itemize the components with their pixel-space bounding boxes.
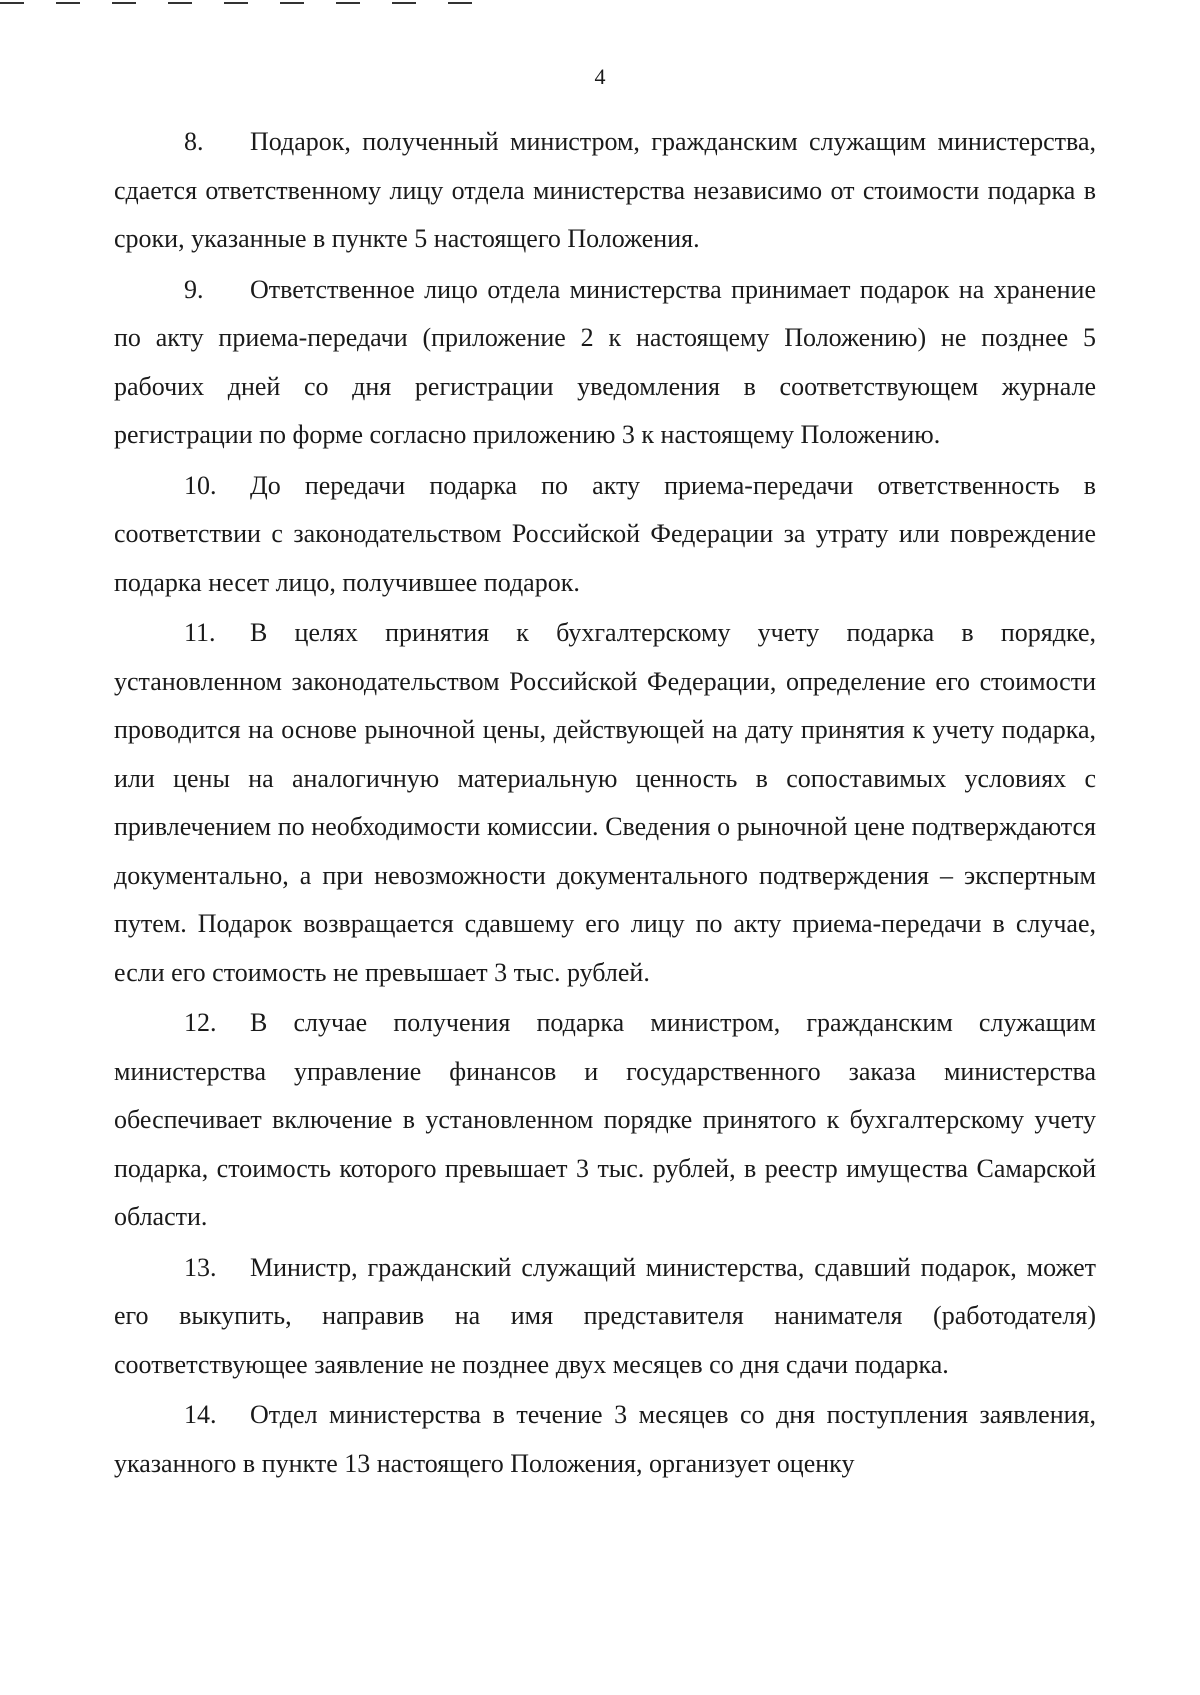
paragraph-number: 14. (184, 1400, 217, 1429)
page-number: 4 (594, 64, 606, 89)
paragraph-8 (114, 118, 1096, 264)
paragraph-number: 10. (184, 470, 217, 500)
paragraph-11 (114, 609, 1096, 997)
paragraph-text: В случае получения подарка министром, гражданским служащим министерства управление финансов и государственного заказа министерства обеспечивает включение в установленном порядке принятого к бухгалтерскому учету подарка, стоимость которого превышает 3 тыс. рублей, в реестр имущества Самарской области. (114, 1008, 1096, 1231)
paragraph-text: До передачи подарка по акту приема-передачи ответственность в соответствии с законодательством Российской Федерации за утрату или повреждение подарка несет лицо, получившее подарок. (114, 470, 1096, 597)
paragraph-13 (114, 1244, 1096, 1390)
paragraph-text: Ответственное лицо отдела министерства принимает подарок на хранение по акту приема-передачи (приложение 2 к настоящему Положению) не позднее 5 рабочих дней со дня регистрации уведомления в соответствующем журнале регистрации по форме согласно приложению 3 к настоящему Положению. (114, 274, 1096, 449)
paragraph-12 (114, 999, 1096, 1242)
top-edge-dashes (0, 0, 540, 6)
paragraph-text: Подарок, полученный министром, гражданским служащим министерства, сдается ответственному лицу отдела министерства независимо от стоимости подарка в сроки, указанные в пункте 5 настоящего Положения. (114, 127, 1096, 253)
paragraph-text: Министр, гражданский служащий министерства, сдавший подарок, может его выкупить, направив на имя представителя нанимателя (работодателя) соответствующее заявление не позднее двух месяцев со дня сдачи подарка. (114, 1252, 1096, 1379)
paragraph-number: 12. (184, 1008, 217, 1037)
paragraph-text: В целях принятия к бухгалтерскому учету подарка в порядке, установленном законодательством Российской Федерации, определение его стоимости проводится на основе рыночной цены, действующей на дату принятия к учету подарка, или цены на аналогичную материальную ценность в сопоставимых условиях с привлечением по необходимости комиссии. Сведения о рыночной цене подтверждаются документально, а при невозможности документального подтверждения – экспертным путем. Подарок возвращается сдавшему его лицу по акту приема-передачи в случае, если его стоимость не превышает 3 тыс. рублей. (114, 618, 1096, 987)
document-body (114, 118, 1096, 1490)
paragraph-number: 11. (184, 618, 216, 647)
paragraph-10 (114, 462, 1096, 608)
paragraph-number: 8. (184, 127, 204, 156)
paragraph-number: 9. (184, 274, 204, 304)
paragraph-14 (114, 1391, 1096, 1488)
paragraph-9 (114, 266, 1096, 460)
paragraph-text: Отдел министерства в течение 3 месяцев со дня поступления заявления, указанного в пункте 13 настоящего Положения, организует оценку (114, 1400, 1096, 1478)
paragraph-number: 13. (184, 1252, 217, 1282)
